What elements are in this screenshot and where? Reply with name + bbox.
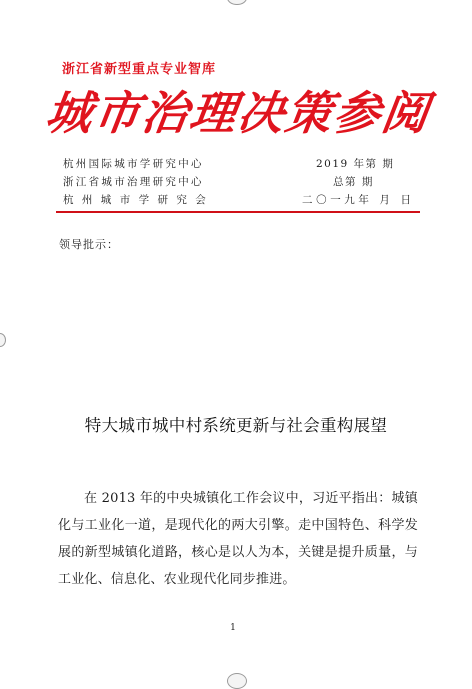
issue-information: [302, 155, 415, 209]
article-title: 特大城市城中村系统更新与社会重构展望: [84, 416, 388, 435]
masthead-title: 城市治理决策参阅: [42, 86, 434, 140]
organization-line: 杭州城市学研究会: [63, 194, 215, 206]
issue-year-number: 2019 年第 期: [316, 158, 395, 170]
header-divider-line: [56, 211, 420, 213]
organization-line: 杭州国际城市学研究中心: [63, 158, 204, 170]
publisher-organizations: [63, 155, 214, 209]
page-number: 1: [230, 623, 236, 633]
organization-line: 浙江省城市治理研究中心: [63, 176, 204, 188]
think-tank-series-label: 浙江省新型重点专业智库: [62, 62, 217, 77]
body-paragraph: 在 2013 年的中央城镇化工作会议中，习近平指出：城镇化与工业化一道，是现代化的两大引擎。走中国特色、科学发展的新型城镇化道路，核心是以人为本，关键是提升质量，与工业化、信息化、农业现代化同步推进。: [58, 491, 418, 587]
issue-total-number: 总第 期: [333, 176, 374, 188]
issue-date: 二〇一九年 月 日: [302, 194, 415, 206]
page-edge-handle-top: [227, 0, 247, 5]
page-edge-handle-left: [0, 333, 6, 347]
page-edge-handle-bottom: [227, 673, 247, 689]
leader-instructions-label: 领导批示：: [59, 238, 119, 251]
